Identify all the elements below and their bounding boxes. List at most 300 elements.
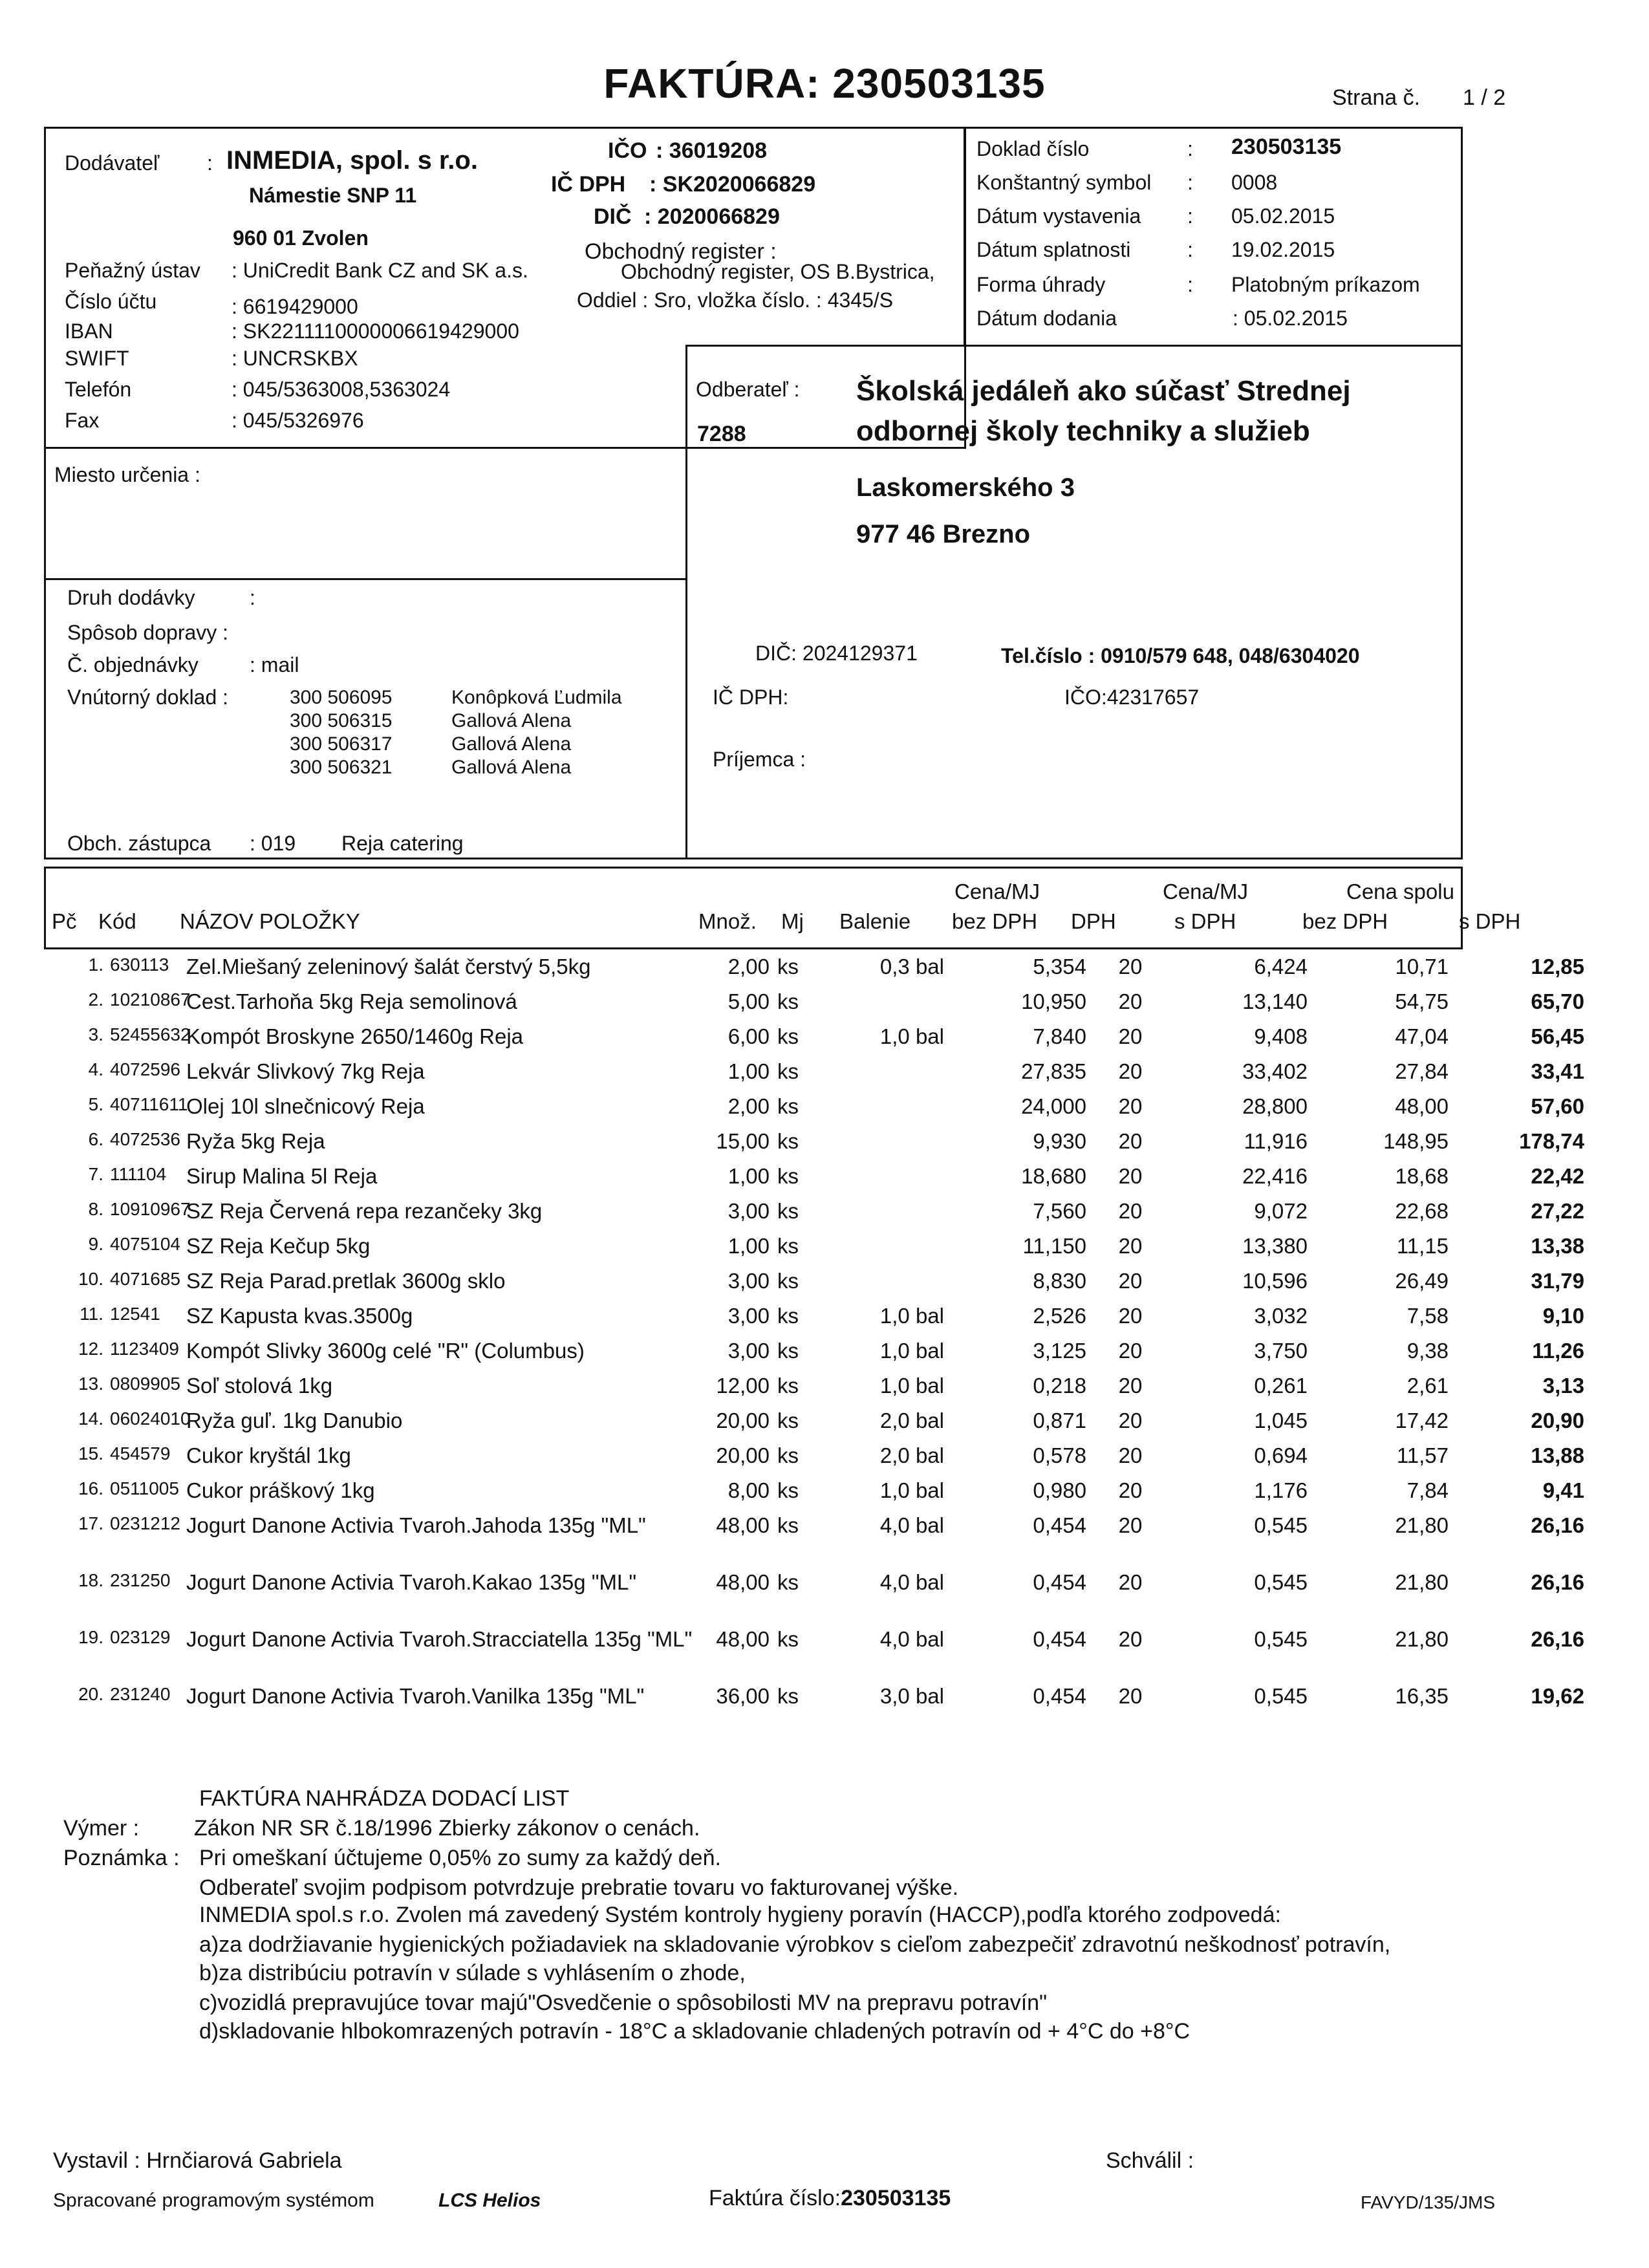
bank-value: : UniCredit Bank CZ and SK a.s.	[232, 259, 528, 282]
item-name: Jogurt Danone Activia Tvaroh.Kakao 135g "ML"	[186, 1570, 637, 1594]
item-code: 0809905	[110, 1374, 181, 1394]
customer-name-line-2: odbornej školy techniky a služieb	[856, 415, 1310, 447]
item-vat-rate: 20	[1118, 1304, 1143, 1328]
internal-doc-number: 300 506095	[290, 687, 393, 708]
item-total-gross: 31,79	[1531, 1269, 1584, 1293]
item-total-net: 18,68	[1395, 1164, 1449, 1188]
item-unit-price-gross: 0,261	[1254, 1374, 1308, 1398]
item-code: 4075104	[110, 1234, 181, 1254]
page-title: FAKTÚRA: 230503135	[603, 60, 1046, 107]
item-name: Jogurt Danone Activia Tvaroh.Jahoda 135g "ML"	[186, 1513, 646, 1537]
internal-doc-number: 300 506317	[290, 733, 393, 755]
item-quantity: 48,00	[716, 1570, 770, 1594]
form-code: FAVYD/135/JMS	[1361, 2192, 1496, 2212]
item-quantity: 15,00	[716, 1129, 770, 1153]
item-unit: ks	[777, 1059, 799, 1083]
item-name: Kompót Slivky 3600g celé "R" (Columbus)	[186, 1339, 585, 1363]
remark-line: INMEDIA spol.s r.o. Zvolen má zavedený Systém kontroly hygieny poravín (HACCP),podľa ktorého zodpovedá:	[199, 1903, 1281, 1927]
item-unit-price-gross: 33,402	[1242, 1059, 1308, 1083]
item-quantity: 1,00	[727, 1164, 770, 1188]
obch-register-label: Obchodný register :	[585, 239, 777, 264]
internal-doc-person: Gallová Alena	[451, 733, 572, 755]
item-name: Jogurt Danone Activia Tvaroh.Stracciatella 135g "ML"	[186, 1627, 693, 1651]
col-header-vat: DPH	[1071, 909, 1116, 933]
row-number: 11.	[80, 1304, 103, 1324]
item-quantity: 5,00	[727, 989, 770, 1013]
item-unit-price-gross: 13,140	[1242, 989, 1308, 1013]
colon: :	[250, 586, 255, 609]
item-total-gross: 11,26	[1532, 1339, 1584, 1363]
col-header-kod: Kód	[98, 909, 136, 933]
item-vat-rate: 20	[1118, 1129, 1143, 1153]
item-unit-price-gross: 13,380	[1242, 1234, 1308, 1258]
remark-line: c)vozidlá prepravujúce tovar majú"Osvedčenie o spôsobilosti MV na prepravu potravín"	[199, 1991, 1048, 2015]
item-vat-rate: 20	[1118, 955, 1143, 978]
icdph-label: IČ DPH	[551, 172, 626, 197]
issue-date-value: 05.02.2015	[1231, 204, 1335, 228]
item-vat-rate: 20	[1118, 1059, 1143, 1083]
fax-label: Fax	[65, 409, 100, 432]
col-header-total-net: bez DPH	[1302, 909, 1388, 933]
row-number: 8.	[88, 1199, 103, 1219]
customer-icdph: IČ DPH:	[713, 686, 789, 709]
ico-label: IČO	[608, 138, 647, 163]
item-unit: ks	[777, 955, 799, 978]
iban-label: IBAN	[65, 319, 113, 343]
col-header-pc: Pč	[52, 909, 77, 933]
item-code: 111104	[110, 1164, 167, 1184]
item-code: 630113	[110, 955, 169, 975]
col-header-packaging: Balenie	[839, 909, 911, 933]
delivery-type-label: Druh dodávky	[67, 586, 195, 609]
row-number: 20.	[78, 1684, 103, 1704]
row-number: 14.	[78, 1409, 103, 1429]
item-unit: ks	[777, 1024, 799, 1048]
item-packaging: 1,0 bal	[879, 1339, 944, 1363]
item-total-net: 17,42	[1395, 1409, 1449, 1432]
remark-line: d)skladovanie hlbokomrazených potravín - 18°C a skladovanie chladených potravín od + 4°C do +8°C	[199, 2019, 1191, 2044]
page-number-label: Strana č.	[1332, 85, 1421, 110]
item-packaging: 3,0 bal	[879, 1684, 944, 1708]
system-name: LCS Helios	[438, 2190, 541, 2211]
swift-label: SWIFT	[65, 347, 129, 370]
item-total-net: 9,38	[1406, 1339, 1449, 1363]
row-number: 9.	[88, 1234, 103, 1254]
item-total-gross: 9,41	[1542, 1478, 1584, 1502]
item-quantity: 8,00	[727, 1478, 770, 1502]
customer-label: Odberateľ :	[696, 378, 800, 401]
item-unit: ks	[777, 1269, 799, 1293]
item-code: 40711611	[110, 1094, 188, 1114]
item-total-gross: 33,41	[1531, 1059, 1584, 1083]
internal-doc-person: Konôpková Ľudmila	[451, 687, 622, 708]
item-unit-price-net: 8,830	[1033, 1269, 1086, 1293]
item-total-gross: 3,13	[1542, 1374, 1584, 1398]
item-quantity: 48,00	[716, 1513, 770, 1537]
item-unit-price-net: 0,454	[1033, 1627, 1086, 1651]
item-packaging: 1,0 bal	[879, 1478, 944, 1502]
item-quantity: 1,00	[727, 1234, 770, 1258]
row-number: 12.	[78, 1339, 103, 1359]
item-unit: ks	[777, 1513, 799, 1537]
issue-date-label: Dátum vystavenia	[976, 204, 1141, 228]
item-unit-price-net: 3,125	[1033, 1339, 1086, 1363]
item-packaging: 4,0 bal	[879, 1570, 944, 1594]
item-total-net: 48,00	[1395, 1094, 1449, 1118]
item-name: Zel.Miešaný zeleninový šalát čerstvý 5,5kg	[186, 955, 591, 978]
sales-rep-name: Reja catering	[341, 832, 464, 855]
remark-line: Pri omeškaní účtujeme 0,05% zo sumy za každý deň.	[199, 1846, 721, 1870]
item-total-net: 21,80	[1395, 1570, 1449, 1594]
row-number: 4.	[88, 1059, 103, 1079]
item-unit: ks	[777, 1234, 799, 1258]
colon: :	[1187, 171, 1193, 194]
row-number: 2.	[88, 989, 103, 1010]
col-header-qty: Množ.	[698, 909, 757, 933]
item-unit: ks	[777, 1478, 799, 1502]
row-number: 18.	[78, 1570, 103, 1590]
item-total-net: 21,80	[1395, 1627, 1449, 1651]
item-packaging: 2,0 bal	[879, 1409, 944, 1432]
destination-label: Miesto určenia :	[54, 463, 200, 486]
item-unit-price-net: 10,950	[1021, 989, 1086, 1013]
item-code: 4072536	[110, 1129, 181, 1149]
item-name: Jogurt Danone Activia Tvaroh.Vanilka 135g "ML"	[186, 1684, 645, 1708]
item-total-gross: 27,22	[1531, 1199, 1584, 1223]
item-unit: ks	[777, 1304, 799, 1328]
recipient-label: Príjemca :	[713, 748, 806, 771]
item-total-gross: 26,16	[1531, 1627, 1584, 1651]
item-total-gross: 26,16	[1531, 1513, 1584, 1537]
dic-value: : 2020066829	[644, 204, 780, 229]
item-quantity: 6,00	[727, 1024, 770, 1048]
colon: :	[207, 151, 213, 175]
item-total-net: 10,71	[1395, 955, 1449, 978]
item-unit-price-gross: 11,916	[1244, 1129, 1308, 1153]
phone-value: : 045/5363008,5363024	[232, 378, 451, 401]
item-vat-rate: 20	[1118, 1513, 1143, 1537]
item-name: Soľ stolová 1kg	[186, 1374, 333, 1398]
item-name: Kompót Broskyne 2650/1460g Reja	[186, 1024, 524, 1048]
item-unit-price-net: 7,840	[1033, 1024, 1086, 1048]
item-code: 10910967	[110, 1199, 191, 1219]
ico-value: : 36019208	[656, 138, 768, 163]
col-header-unit-price-net: bez DPH	[952, 909, 1038, 933]
item-unit: ks	[777, 1684, 799, 1708]
item-unit-price-net: 18,680	[1021, 1164, 1086, 1188]
row-number: 19.	[78, 1627, 103, 1647]
approved-by-label: Schválil :	[1106, 2148, 1194, 2173]
item-total-net: 27,84	[1395, 1059, 1449, 1083]
konst-symbol-value: 0008	[1231, 171, 1278, 194]
customer-city: 977 46 Brezno	[856, 520, 1031, 548]
col-header-total: Cena spolu	[1346, 880, 1454, 903]
item-unit-price-gross: 3,032	[1254, 1304, 1308, 1328]
item-total-gross: 19,62	[1531, 1684, 1584, 1708]
item-quantity: 3,00	[727, 1304, 770, 1328]
item-unit-price-gross: 1,176	[1254, 1478, 1308, 1502]
payment-form-label: Forma úhrady	[976, 273, 1106, 296]
item-unit: ks	[777, 1627, 799, 1651]
item-unit: ks	[777, 1443, 799, 1467]
item-quantity: 3,00	[727, 1339, 770, 1363]
internal-doc-person: Gallová Alena	[451, 757, 572, 778]
col-header-name: NÁZOV POLOŽKY	[180, 909, 360, 933]
internal-doc-number: 300 506321	[290, 757, 393, 778]
item-total-gross: 22,42	[1531, 1164, 1584, 1188]
account-value: : 6619429000	[232, 295, 358, 318]
fax-value: : 045/5326976	[232, 409, 364, 432]
item-unit: ks	[777, 1164, 799, 1188]
item-unit-price-gross: 9,072	[1254, 1199, 1308, 1223]
item-code: 0511005	[110, 1478, 179, 1498]
item-packaging: 4,0 bal	[879, 1627, 944, 1651]
footer-invoice-number: Faktúra číslo:230503135	[709, 2186, 951, 2210]
customer-code: 7288	[697, 422, 746, 446]
item-unit-price-gross: 0,545	[1254, 1570, 1308, 1594]
item-vat-rate: 20	[1118, 1024, 1143, 1048]
item-unit: ks	[777, 1199, 799, 1223]
item-unit: ks	[777, 989, 799, 1013]
item-unit-price-net: 7,560	[1033, 1199, 1086, 1223]
row-number: 5.	[88, 1094, 103, 1114]
item-code: 454579	[110, 1443, 171, 1463]
vymer-label: Výmer :	[63, 1816, 140, 1841]
item-vat-rate: 20	[1118, 1164, 1143, 1188]
item-total-gross: 178,74	[1519, 1129, 1584, 1153]
item-unit-price-gross: 9,408	[1254, 1024, 1308, 1048]
row-number: 1.	[88, 955, 103, 975]
item-quantity: 20,00	[716, 1409, 770, 1432]
item-unit-price-net: 0,980	[1033, 1478, 1086, 1502]
phone-label: Telefón	[65, 378, 132, 401]
customer-street: Laskomerského 3	[856, 473, 1075, 502]
internal-doc-label: Vnútorný doklad :	[67, 686, 229, 709]
item-unit: ks	[777, 1129, 799, 1153]
item-total-gross: 26,16	[1531, 1570, 1584, 1594]
item-unit-price-gross: 0,545	[1254, 1684, 1308, 1708]
remark-line: b)za distribúciu potravín v súlade s vyhlásením o zhode,	[199, 1961, 746, 1985]
colon: :	[1187, 204, 1193, 228]
item-unit-price-net: 0,454	[1033, 1570, 1086, 1594]
item-total-gross: 56,45	[1531, 1024, 1584, 1048]
item-name: Cukor práškový 1kg	[186, 1478, 375, 1502]
supplier-label: Dodávateľ	[65, 151, 160, 175]
item-code: 4072596	[110, 1059, 181, 1079]
item-unit-price-net: 0,871	[1033, 1409, 1086, 1432]
colon: :	[1187, 137, 1193, 160]
sales-rep-code: : 019	[250, 832, 296, 855]
item-code: 52455632	[110, 1024, 191, 1044]
supplier-street: Námestie SNP 11	[249, 184, 417, 207]
item-total-gross: 9,10	[1542, 1304, 1584, 1328]
item-total-net: 11,15	[1396, 1234, 1449, 1258]
item-unit-price-net: 2,526	[1033, 1304, 1086, 1328]
item-unit: ks	[777, 1409, 799, 1432]
remark-label: Poznámka :	[63, 1846, 180, 1870]
col-header-unit-price: Cena/MJ	[954, 880, 1040, 903]
item-unit-price-net: 0,454	[1033, 1513, 1086, 1537]
item-vat-rate: 20	[1118, 1199, 1143, 1223]
item-total-net: 2,61	[1406, 1374, 1449, 1398]
item-total-gross: 13,38	[1531, 1234, 1584, 1258]
due-date-label: Dátum splatnosti	[976, 238, 1131, 261]
item-total-net: 21,80	[1395, 1513, 1449, 1537]
item-quantity: 12,00	[716, 1374, 770, 1398]
item-packaging: 1,0 bal	[879, 1024, 944, 1048]
row-number: 16.	[78, 1478, 103, 1498]
row-number: 15.	[78, 1443, 103, 1463]
icdph-value: : SK2020066829	[649, 172, 816, 197]
bank-label: Peňažný ústav	[65, 259, 200, 282]
item-unit: ks	[777, 1094, 799, 1118]
col-header-unit-price-2: Cena/MJ	[1163, 880, 1249, 903]
item-name: Ryža guľ. 1kg Danubio	[186, 1409, 403, 1432]
item-total-net: 7,84	[1406, 1478, 1449, 1502]
item-packaging: 1,0 bal	[879, 1304, 944, 1328]
item-quantity: 20,00	[716, 1443, 770, 1467]
item-total-gross: 12,85	[1531, 955, 1584, 978]
notes-heading: FAKTÚRA NAHRÁDZA DODACÍ LIST	[199, 1786, 570, 1811]
remark-line: Odberateľ svojim podpisom potvrdzuje prebratie tovaru vo fakturovanej výške.	[199, 1875, 959, 1900]
item-total-net: 47,04	[1395, 1024, 1449, 1048]
item-unit-price-net: 0,218	[1033, 1374, 1086, 1398]
item-name: Ryža 5kg Reja	[186, 1129, 325, 1153]
doklad-label: Doklad číslo	[976, 137, 1090, 160]
item-unit-price-gross: 0,545	[1254, 1627, 1308, 1651]
item-vat-rate: 20	[1118, 1443, 1143, 1467]
item-vat-rate: 20	[1118, 1478, 1143, 1502]
remark-line: a)za dodržiavanie hygienických požiadaviek na skladovanie výrobkov s cieľom zabezpečiť zdravotnú neškodnosť potravín,	[199, 1932, 1391, 1957]
item-name: SZ Reja Parad.pretlak 3600g sklo	[186, 1269, 506, 1293]
item-total-net: 26,49	[1395, 1269, 1449, 1293]
customer-ico: IČO:42317657	[1064, 686, 1200, 709]
issued-by: Vystavil : Hrnčiarová Gabriela	[53, 2148, 342, 2173]
item-unit-price-gross: 6,424	[1254, 955, 1308, 978]
item-quantity: 1,00	[727, 1059, 770, 1083]
row-number: 17.	[78, 1513, 103, 1533]
obch-register-line-2: Oddiel : Sro, vložka číslo. : 4345/S	[577, 288, 894, 312]
sales-rep-label: Obch. zástupca	[67, 832, 211, 855]
item-packaging: 2,0 bal	[879, 1443, 944, 1467]
delivery-date-label: Dátum dodania	[976, 307, 1117, 330]
item-total-net: 148,95	[1383, 1129, 1449, 1153]
item-name: SZ Kapusta kvas.3500g	[186, 1304, 413, 1328]
row-number: 3.	[88, 1024, 103, 1044]
swift-value: : UNCRSKBX	[232, 347, 358, 370]
item-total-gross: 20,90	[1531, 1409, 1584, 1432]
due-date-value: 19.02.2015	[1231, 238, 1335, 261]
item-name: Cukor kryštál 1kg	[186, 1443, 351, 1467]
item-code: 231250	[110, 1570, 171, 1590]
item-total-net: 54,75	[1395, 989, 1449, 1013]
item-unit-price-net: 9,930	[1033, 1129, 1086, 1153]
item-vat-rate: 20	[1118, 1684, 1143, 1708]
item-name: SZ Reja Červená repa rezančeky 3kg	[186, 1199, 543, 1223]
item-unit-price-net: 0,578	[1033, 1443, 1086, 1467]
iban-value: : SK2211110000006619429000	[232, 319, 519, 343]
item-code: 231240	[110, 1684, 171, 1704]
row-number: 6.	[88, 1129, 103, 1149]
customer-dic: DIČ: 2024129371	[755, 642, 918, 665]
dic-label: DIČ	[594, 204, 632, 229]
item-code: 4071685	[110, 1269, 181, 1289]
supplier-name: INMEDIA, spol. s r.o.	[226, 146, 478, 175]
item-quantity: 36,00	[716, 1684, 770, 1708]
item-vat-rate: 20	[1118, 1374, 1143, 1398]
col-header-total-gross: s DPH	[1459, 909, 1521, 933]
item-unit: ks	[777, 1339, 799, 1363]
page-number: 1 / 2	[1463, 85, 1506, 110]
item-vat-rate: 20	[1118, 1570, 1143, 1594]
colon: :	[1187, 238, 1193, 261]
item-unit-price-gross: 22,416	[1242, 1164, 1308, 1188]
item-vat-rate: 20	[1118, 1409, 1143, 1432]
item-unit-price-net: 27,835	[1021, 1059, 1086, 1083]
item-total-gross: 57,60	[1531, 1094, 1584, 1118]
system-label: Spracované programovým systémom	[53, 2190, 374, 2211]
item-code: 06024010	[110, 1409, 191, 1429]
item-name: Lekvár Slivkový 7kg Reja	[186, 1059, 425, 1083]
item-total-gross: 13,88	[1531, 1443, 1584, 1467]
internal-doc-number: 300 506315	[290, 710, 393, 731]
customer-name-line-1: Školská jedáleň ako súčasť Strednej	[856, 375, 1351, 407]
col-header-mj: Mj	[781, 909, 804, 933]
order-number-label: Č. objednávky	[67, 653, 199, 676]
delivery-date-value: : 05.02.2015	[1233, 307, 1348, 330]
item-unit-price-gross: 1,045	[1254, 1409, 1308, 1432]
item-name: SZ Reja Kečup 5kg	[186, 1234, 371, 1258]
item-unit-price-net: 0,454	[1033, 1684, 1086, 1708]
item-code: 023129	[110, 1627, 171, 1647]
item-unit-price-gross: 10,596	[1242, 1269, 1308, 1293]
item-name: Olej 10l slnečnicový Reja	[186, 1094, 425, 1118]
item-vat-rate: 20	[1118, 1234, 1143, 1258]
item-vat-rate: 20	[1118, 1269, 1143, 1293]
item-code: 0231212	[110, 1513, 181, 1533]
item-quantity: 3,00	[727, 1199, 770, 1223]
item-vat-rate: 20	[1118, 989, 1143, 1013]
item-unit-price-gross: 0,694	[1254, 1443, 1308, 1467]
item-total-net: 22,68	[1395, 1199, 1449, 1223]
item-unit-price-net: 24,000	[1021, 1094, 1086, 1118]
vymer-text: Zákon NR SR č.18/1996 Zbierky zákonov o cenách.	[194, 1816, 700, 1841]
order-number-value: : mail	[250, 653, 299, 676]
item-name: Sirup Malina 5l Reja	[186, 1164, 378, 1188]
row-number: 10.	[78, 1269, 103, 1289]
payment-form-value: Platobným príkazom	[1231, 273, 1420, 296]
item-unit-price-net: 11,150	[1022, 1234, 1086, 1258]
item-code: 1123409	[110, 1339, 179, 1359]
item-unit-price-gross: 3,750	[1254, 1339, 1308, 1363]
item-code: 12541	[110, 1304, 160, 1324]
col-header-unit-price-gross: s DPH	[1174, 909, 1236, 933]
item-quantity: 2,00	[727, 955, 770, 978]
item-vat-rate: 20	[1118, 1094, 1143, 1118]
item-packaging: 1,0 bal	[879, 1374, 944, 1398]
item-total-gross: 65,70	[1531, 989, 1584, 1013]
konst-symbol-label: Konštantný symbol	[976, 171, 1152, 194]
item-packaging: 0,3 bal	[879, 955, 944, 978]
item-unit: ks	[777, 1374, 799, 1398]
item-vat-rate: 20	[1118, 1627, 1143, 1651]
customer-phone: Tel.číslo : 0910/579 648, 048/6304020	[1001, 644, 1360, 667]
row-number: 7.	[88, 1164, 103, 1184]
item-unit: ks	[777, 1570, 799, 1594]
item-unit-price-gross: 28,800	[1242, 1094, 1308, 1118]
item-quantity: 48,00	[716, 1627, 770, 1651]
item-code: 10210867	[110, 989, 191, 1010]
